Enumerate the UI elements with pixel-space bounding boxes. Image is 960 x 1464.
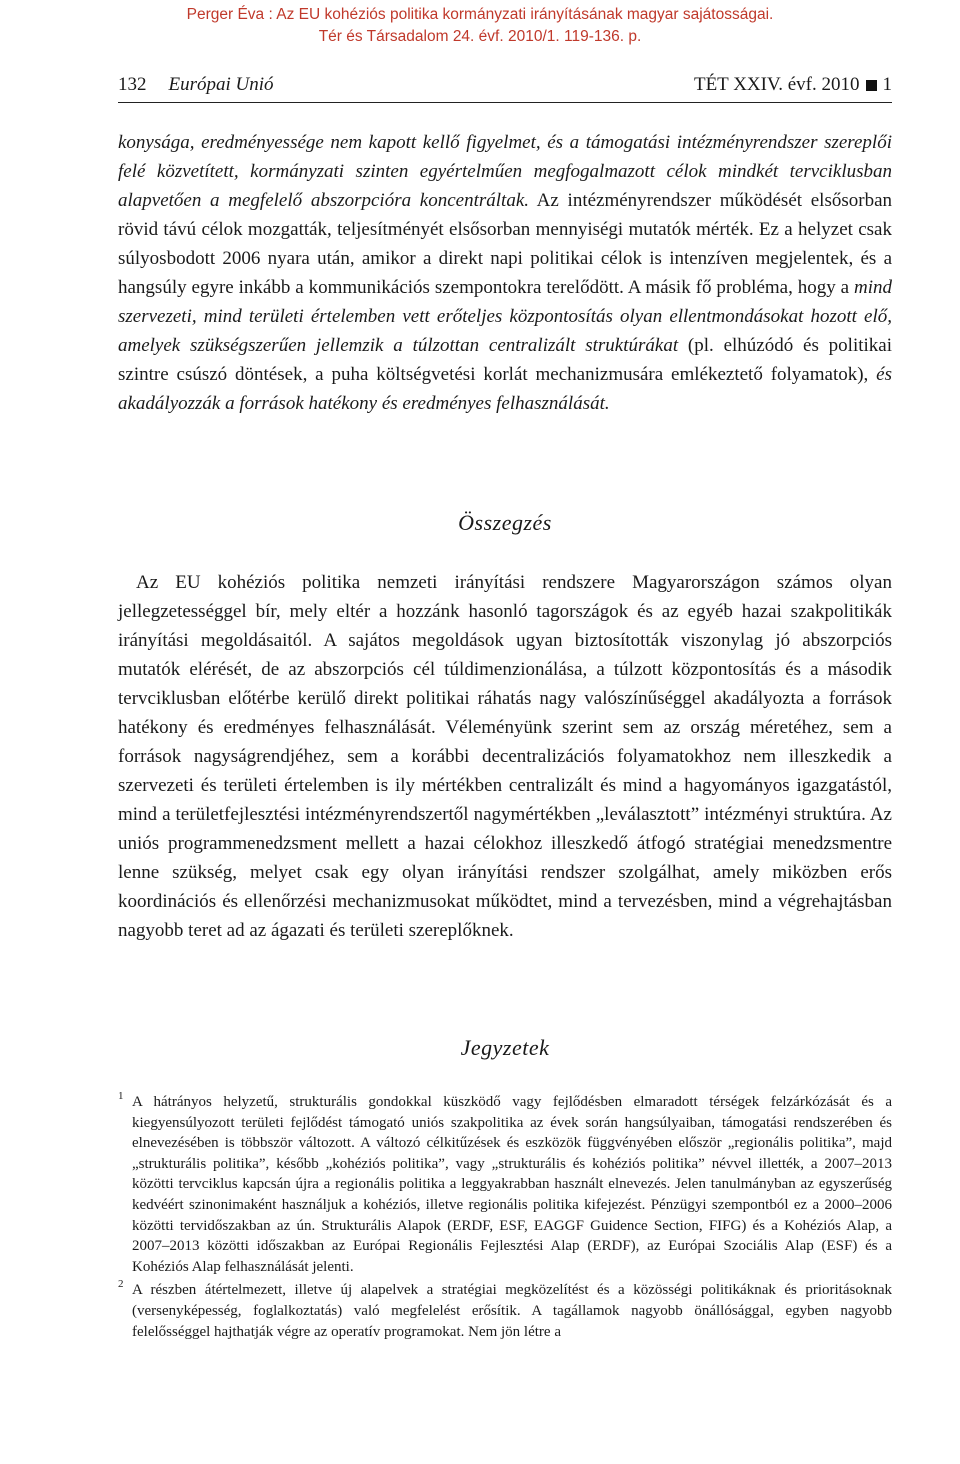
citation-line-2: Tér és Társadalom 24. évf. 2010/1. 119-136. p.	[318, 28, 642, 45]
footnote-number: 1	[118, 1090, 124, 1102]
square-bullet-icon	[866, 80, 877, 91]
footnote-2	[118, 1280, 892, 1342]
body-paragraph-1	[118, 128, 892, 418]
paragraph-text: (pl. elhúzódó és politikai szintre csúszó döntések, a puha költségvetési korlát mechanizmusára emlékeztető folyamatok),	[118, 335, 892, 385]
issue-label: TÉT XXIV. évf. 2010	[693, 74, 860, 95]
issue-number: 1	[882, 74, 892, 95]
summary-paragraph: Az EU kohéziós politika nemzeti irányítási rendszere Magyarországon számos olyan jellegzetességgel bír, mely eltér a hozzánk hasonló tagországok és az egyéb hazai szakpolitikák irányítási megoldásaitól. A sajátos megoldások ugyan biztosították viszonylag jó abszorpciós mutatók elérését, de az abszorpciós cél túldimenzionálása, a túlzott központosítás és a második tervciklusban előtérbe kerülő direkt politikai ráhatás nagy valószínűséggel akadályozta a források hatékony és eredményes felhasználását. Véleményünk szerint sem az ország méretéhez, sem a források nagyságrendjéhez, sem a korábbi decentralizációs folyamatokhoz nem illeszkedik a szervezeti és területi értelemben is ily mértékben centralizált és mind a hagyományos igazgatástól, mind a területfejlesztési intézményrendszertől nagymértékben „leválasztott” intézményi struktúra. Az uniós programmenedzsment mellett a hazai célokhoz illeszkedő átfogó stratégiai menedzsmentre lenne szükség, melyet csak egy olyan irányítási rendszer szolgálhat, amely miközben erős koordinációs és ellenőrzési mechanizmusokat működtet, mind a tervezésben, mind a végrehajtásban nagyobb teret ad az ágazati és területi szereplőknek.	[118, 572, 892, 941]
footnote-text: A hátrányos helyzetű, strukturális gondokkal küszködő vagy fejlődésben elmaradott térségek felzárkózását és a kiegyensúlyozott területi fejlődést támogató uniós szakpolitika az évek során hangsúlyaiban, támogatási rendszerében és elnevezésében is többször változott. A változó célkitűzések és eszközök függvényében először „regionális politika”, majd „strukturális politika”, később „kohéziós politika”, vagy „strukturális és kohéziós politika” névvel illették, a 2007–2013 közötti tervciklus kapcsán újra a regionális politika a leggyakrabban használt elnevezés. Jelen tanulmányban az egyszerűség kedvéért szinonimaként használjuk a kohéziós, illetve regionális politika kifejezést. Pénzügyi szempontból ez a 2000–2006 közötti tervidőszakban az ún. Strukturális Alapok (ERDF, ESF, EAGGF Guidence Section, FIFG) és a Kohéziós Alap, a 2007–2013 közötti időszakban az Európai Regionális Fejlesztési Alap (ERDF), az Európai Szociális Alap (ESF) és a Kohéziós Alap felhasználását jelenti.	[132, 1094, 892, 1275]
footnote-1	[118, 1092, 892, 1277]
italic-lead: konysága, eredményessége nem kapott kellő figyelmet, és a támogatási intézményrendszer szereplői felé közvetített, kormányzati szinten egyértelműen megfogalmazott célok mindkét tervciklusban alapvetően a megfelelő abszorpcióra koncentráltak.	[118, 132, 892, 211]
paragraph-text: Az intézményrendszer működését elsősorban rövid távú célok mozgatták, teljesítményét elsősorban mennyiségi mutatók mérték. Ez a helyzet csak súlyosbodott 2006 nyara után, amikor a direkt napi politikai célok is intenzíven megjelentek, és a hangsúly egyre inkább a kommunikációs szempontokra terelődött. A másik fő probléma, hogy a	[118, 190, 893, 298]
running-head	[118, 72, 892, 103]
citation-line-1: Perger Éva : Az EU kohéziós politika kormányzati irányításának magyar sajátosságai.	[186, 6, 774, 23]
summary-heading: Összegzés	[458, 510, 552, 535]
italic-emphasis: mind szervezeti, mind területi értelemben vett erőteljes központosítás olyan ellentmondásokat hozott elő, amelyek szükségszerűen jellemzik a túlzottan centralizált struktúrákat	[118, 277, 892, 356]
italic-emphasis: és akadályozzák a források hatékony és eredményes felhasználását.	[118, 364, 892, 414]
footnote-text: A részben átértelmezett, illetve új alapelvek a stratégiai megközelítést és a közösségi politikáknak és prioritásoknak (versenyképesség, foglalkoztatás) való megfelelést erősítik. A tagállamok nagyobb önállósággal, egyben nagyobb felelősséggel hajthatják végre az operatív programokat. Nem jön létre a	[132, 1282, 892, 1340]
notes-heading: Jegyzetek	[460, 1035, 550, 1060]
journal-section: Európai Unió	[168, 74, 274, 95]
citation-header	[0, 4, 960, 48]
footnotes	[118, 1092, 892, 1345]
page-number: 132	[118, 74, 147, 95]
footnote-number: 2	[118, 1278, 124, 1291]
